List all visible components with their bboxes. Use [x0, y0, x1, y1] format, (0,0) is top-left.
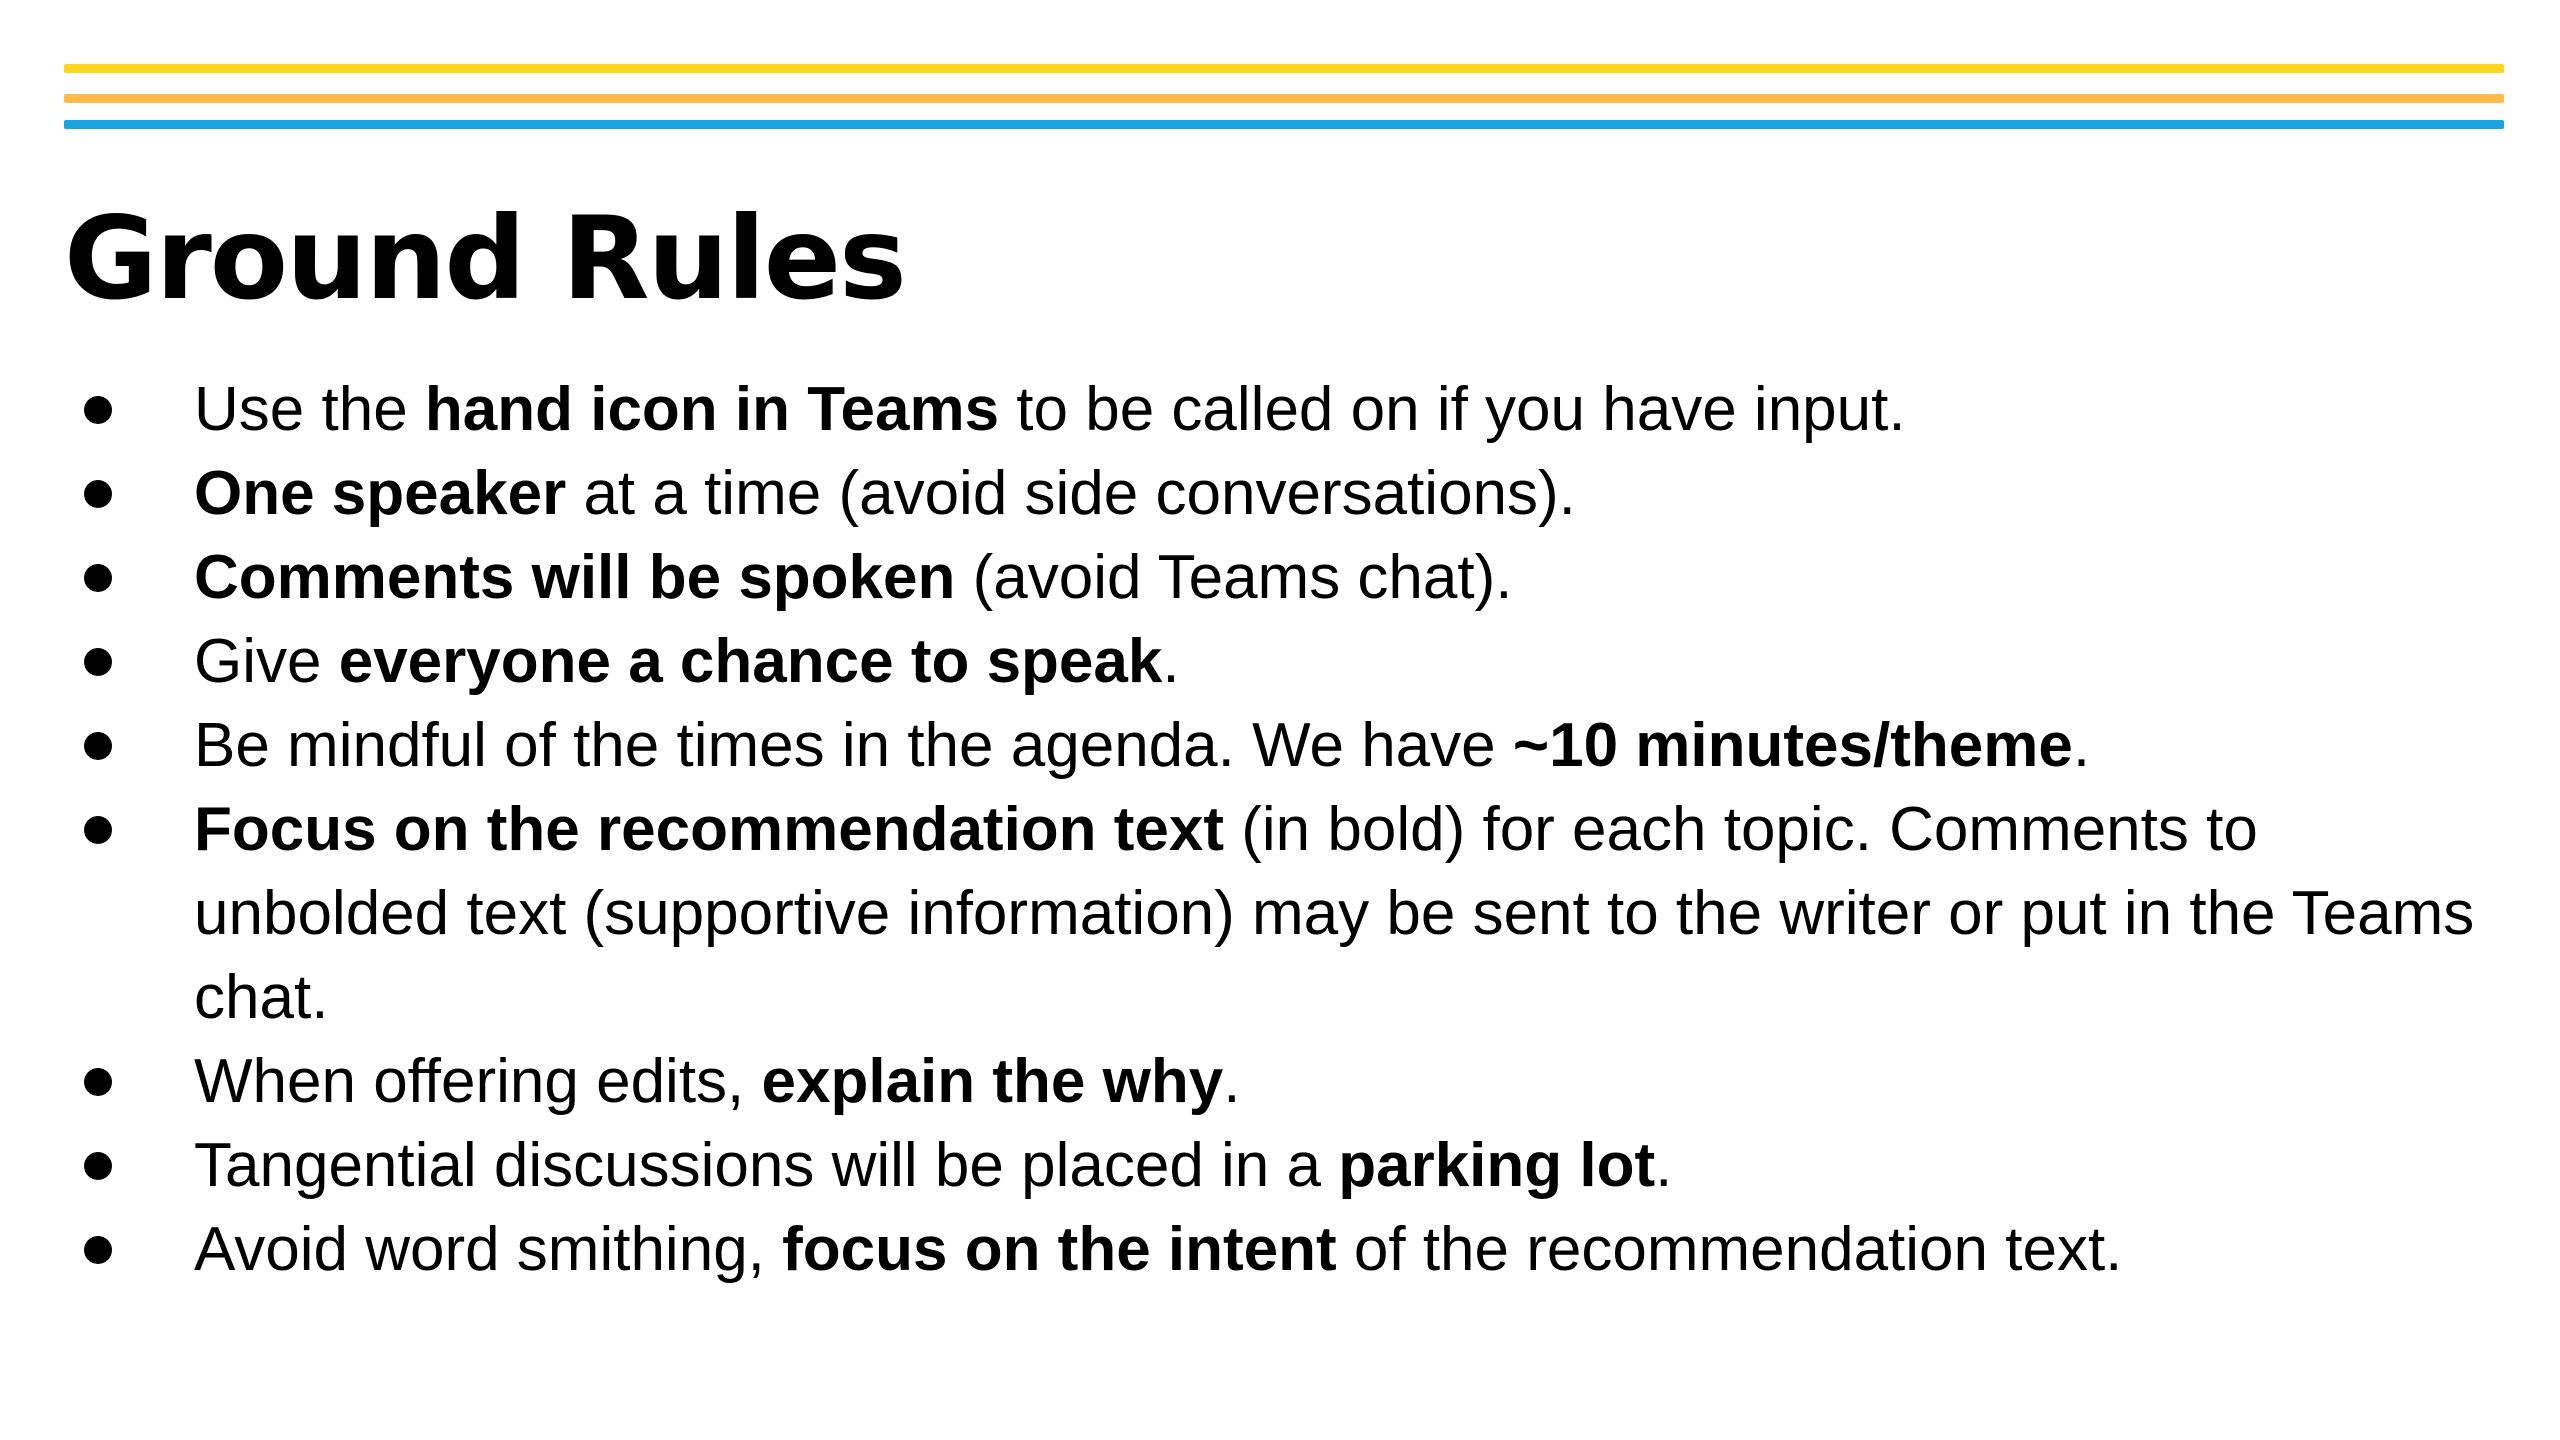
- rule-text: Be mindful of the times in the agenda. We have: [194, 711, 1513, 780]
- bullet-icon: [84, 1236, 112, 1264]
- bullet-icon: [84, 816, 112, 844]
- rule-item: [64, 704, 2464, 788]
- rule-text: When offering edits,: [194, 1047, 762, 1116]
- rule-item: [64, 368, 2464, 452]
- rule-item: [64, 620, 2464, 704]
- bullet-icon: [84, 396, 112, 424]
- slide-title: Ground Rules: [64, 192, 905, 325]
- bullet-icon: [84, 564, 112, 592]
- bullet-icon: [84, 1068, 112, 1096]
- rule-text: Give: [194, 627, 339, 696]
- rule-text: .: [2072, 711, 2091, 780]
- accent-line-orange: [64, 94, 2504, 103]
- rule-item: [64, 1208, 2464, 1292]
- rule-emphasis-text: focus on the intent: [782, 1215, 1337, 1284]
- bullet-icon: [84, 732, 112, 760]
- accent-line-yellow: [64, 64, 2504, 73]
- rule-emphasis-text: One speaker: [194, 459, 567, 528]
- bullet-icon: [84, 648, 112, 676]
- bullet-icon: [84, 1152, 112, 1180]
- rule-emphasis-text: everyone a chance to speak: [338, 627, 1163, 696]
- rule-item: [64, 536, 2464, 620]
- rule-emphasis-text: parking lot: [1338, 1131, 1656, 1200]
- rule-item: [64, 788, 2494, 1040]
- rule-text: of the recommendation text.: [1336, 1215, 2123, 1284]
- bullet-icon: [84, 480, 112, 508]
- rule-text: Avoid word smithing,: [194, 1215, 783, 1284]
- rule-emphasis-text: Comments will be spoken: [194, 543, 956, 612]
- rule-item: [64, 1040, 2464, 1124]
- rule-item: [64, 452, 2464, 536]
- ground-rules-list: [64, 368, 2492, 1292]
- rule-text: Use the: [194, 375, 425, 444]
- rule-emphasis-text: ~10 minutes/theme: [1512, 711, 2073, 780]
- accent-line-blue: [64, 120, 2504, 129]
- rule-text: .: [1655, 1131, 1673, 1200]
- rule-text: .: [1162, 627, 1180, 696]
- rule-text: (in bold) for each topic. Comments to unbolded text (supportive information) may be sent to the writer or put in the Teams chat.: [194, 795, 2492, 1032]
- rule-emphasis-text: explain the why: [761, 1047, 1224, 1116]
- rule-text: (avoid Teams chat).: [955, 543, 1513, 612]
- rule-emphasis-text: Focus on the recommendation text: [194, 795, 1225, 864]
- rule-emphasis-text: hand icon in Teams: [424, 375, 1000, 444]
- rule-text: Tangential discussions will be placed in a: [194, 1131, 1339, 1200]
- rule-text: to be called on if you have input.: [999, 375, 1906, 444]
- rule-text: at a time (avoid side conversations).: [566, 459, 1576, 528]
- rule-text: .: [1223, 1047, 1241, 1116]
- rule-item: [64, 1124, 2464, 1208]
